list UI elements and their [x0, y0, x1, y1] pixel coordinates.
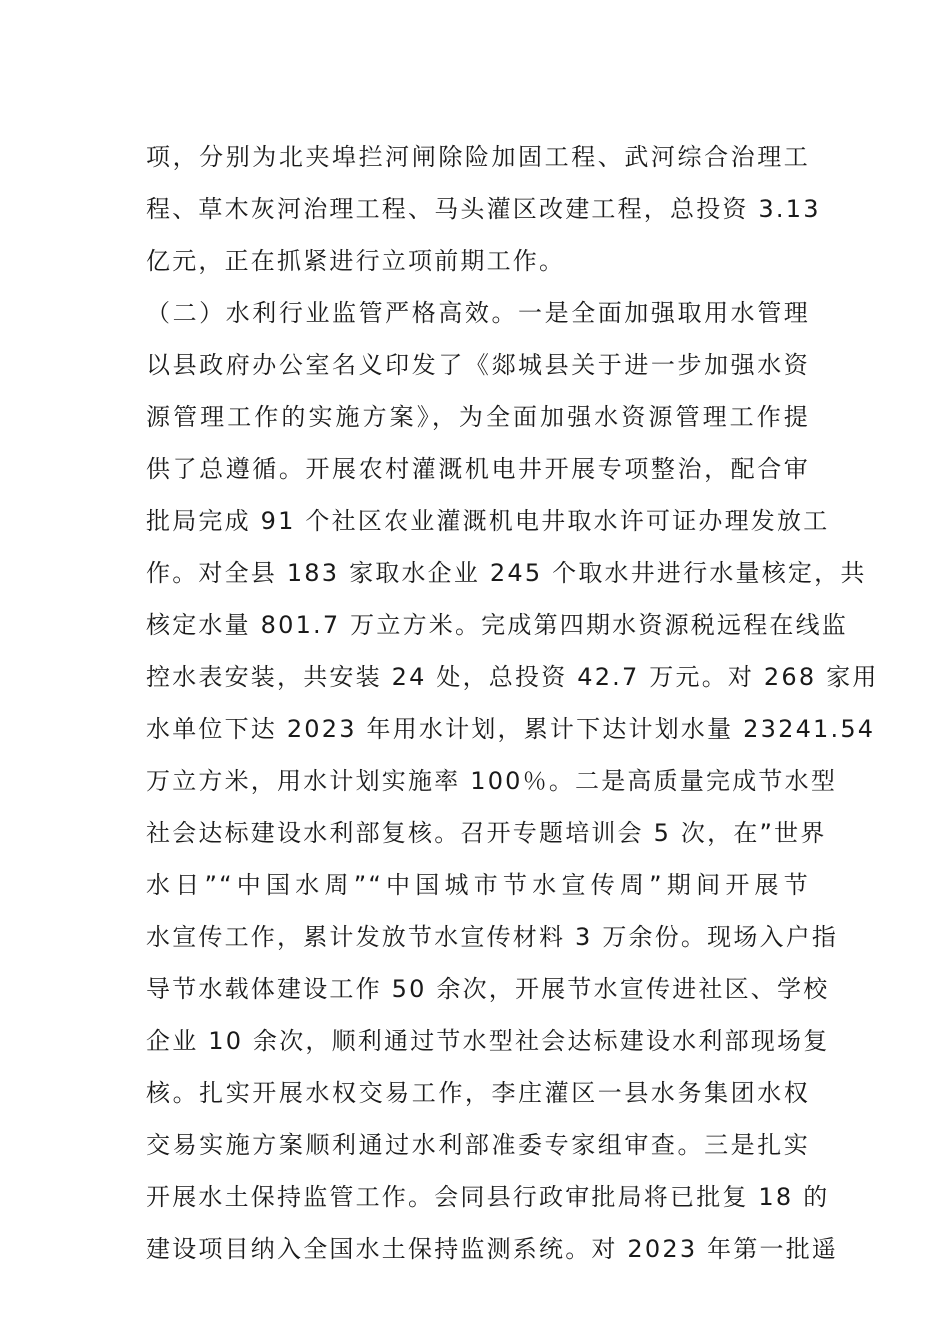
text-line: 建设项目纳入全国水土保持监测系统。对 2023 年第一批遥 — [146, 1235, 839, 1263]
text-line: 源管理工作的实施方案》，为全面加强水资源管理工作提 — [146, 403, 810, 431]
text-line: 项，分别为北夹埠拦河闸除险加固工程、武河综合治理工 — [146, 143, 810, 171]
text-line: 万立方米，用水计划实施率 100％。二是高质量完成节水型 — [146, 767, 838, 795]
text-line: 水日”“中国水周”“中国城市节水宣传周”期间开展节 — [146, 871, 810, 899]
body-text — [146, 131, 879, 1275]
text-line: 控水表安装，共安装 24 处，总投资 42.7 万元。对 268 家用 — [146, 663, 879, 691]
text-line: 作。对全县 183 家取水企业 245 个取水井进行水量核定，共 — [146, 559, 867, 587]
text-line: 核定水量 801.7 万立方米。完成第四期水资源税远程在线监 — [146, 611, 848, 639]
section-heading-line: （二）水利行业监管严格高效。一是全面加强取用水管理 — [146, 299, 810, 327]
text-line: 亿元，正在抓紧进行立项前期工作。 — [146, 247, 566, 275]
text-line: 社会达标建设水利部复核。召开专题培训会 5 次，在”世界 — [146, 819, 827, 847]
text-line: 核。扎实开展水权交易工作，李庄灌区一县水务集团水权 — [146, 1079, 810, 1107]
text-line: 批局完成 91 个社区农业灌溉机电井取水许可证办理发放工 — [146, 507, 830, 535]
text-line: 供了总遵循。开展农村灌溉机电井开展专项整治，配合审 — [146, 455, 810, 483]
text-line: 企业 10 余次，顺利通过节水型社会达标建设水利部现场复 — [146, 1027, 830, 1055]
text-line: 程、草木灰河治理工程、马头灌区改建工程，总投资 3.13 — [146, 195, 821, 223]
text-line: 导节水载体建设工作 50 余次，开展节水宣传进社区、学校 — [146, 975, 830, 1003]
text-line: 交易实施方案顺利通过水利部准委专家组审查。三是扎实 — [146, 1131, 810, 1159]
text-line: 水宣传工作，累计发放节水宣传材料 3 万余份。现场入户指 — [146, 923, 839, 951]
text-line: 以县政府办公室名义印发了《郯城县关于进一步加强水资 — [146, 351, 810, 379]
text-line: 开展水土保持监管工作。会同县行政审批局将已批复 18 的 — [146, 1183, 830, 1211]
text-line: 水单位下达 2023 年用水计划，累计下达计划水量 23241.54 — [146, 715, 876, 743]
